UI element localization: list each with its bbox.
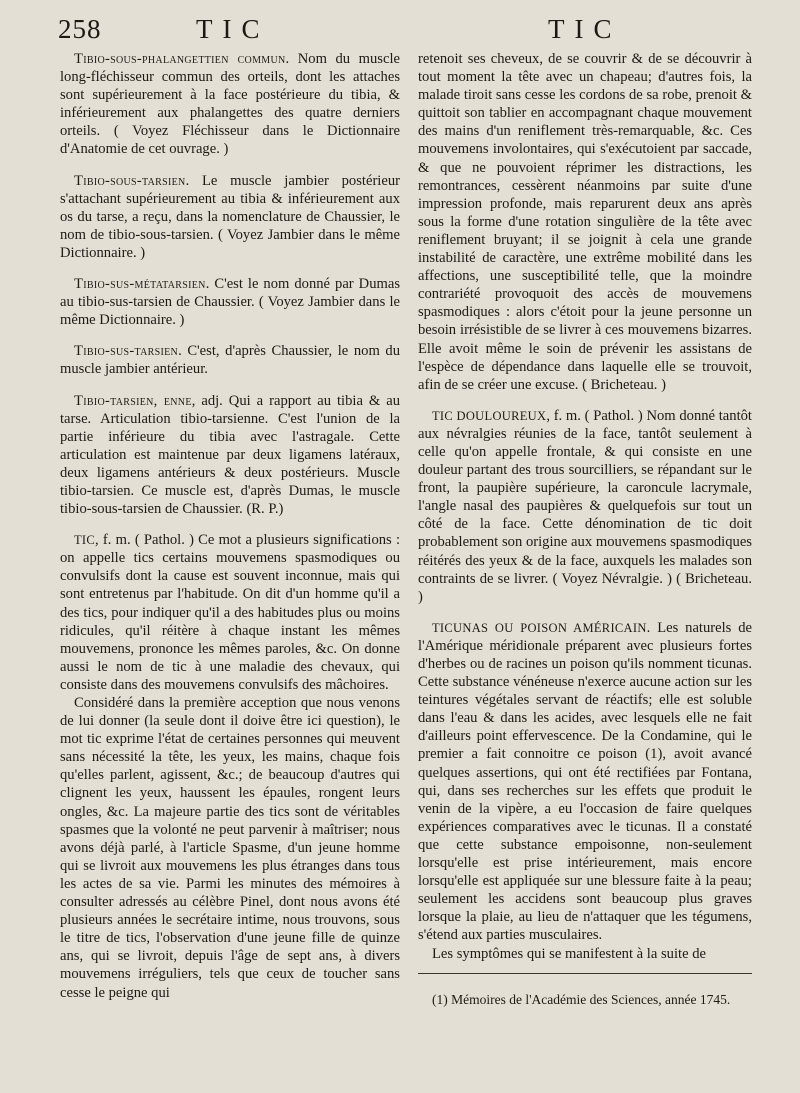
entry-text: , adj. Qui a rapport au tibia & au tarse. Articulation tibio-tarsienne. C'est l'union de la partie inférieure du tibia avec l'astragale. Cette articulation est maintenue par deux ligamens latéraux, deux ligamens antérieurs & deux postérieurs. Muscle tibio-tarsien. Ce muscle est, d'après Dumas, le muscle tibio-sous-tarsien de Chaussier. (R. P.) <box>60 392 400 518</box>
entry-tic <box>60 531 400 694</box>
page-number: 258 <box>58 14 102 44</box>
entry-headword: Tibio-tarsien, enne <box>74 392 192 409</box>
running-head-left: TIC <box>196 14 270 44</box>
entry-tibio-sous-tarsien <box>60 172 400 262</box>
entry-text: . Nom du muscle long-fléchisseur commun des orteils, dont les attaches sont supérieurement à la face postérieure du tibia, & inférieurement aux phalangettes des quatre derniers orteils. ( Voyez Fléchisseur dans le Dictionnaire d'Anatomie de cet ouvrage. ) <box>60 51 400 158</box>
entry-headword: Tibio-sous-tarsien <box>74 172 186 189</box>
entry-tibio-sus-tarsien <box>60 342 400 378</box>
entry-headword: Tibio-sous-phalangettien commun <box>74 51 286 67</box>
entry-tic-continued-right <box>418 50 752 394</box>
entry-text: . Les naturels de l'Amérique méridionale préparent avec plusieurs fortes d'herbes ou de racines un poison qu'ils nomment ticunas. Cette substance vénéneuse n'exerce aucune action sur les teintures végétales servant de réactifs; elle est soluble dans l'eau & dans les acides, avec lesquels elle ne fait d'ailleurs point effervescence. De la Condamine, qui le premier a fait connoitre ce poison (1), avoit avancé quelques assertions, qui ont été rectifiées par Fontana, qui, dans ses recherches sur les effets que produit le venin de la vipère, a eu l'occasion de faire quelques expériences comparatives avec le ticunas. Il a constaté que cette substance empoisonne, non-seulement lorsqu'elle est prise intérieurement, mais encore lorsqu'elle est appliquée sur une blessure faite à la peau; seulement les accidens sont beaucoup plus graves lorsque la plaie, au lieu de n'attaquer que les tégumens, s'étend aux parties musculaires. <box>418 619 752 944</box>
footnote-rule <box>418 973 752 974</box>
entry-headword: TICUNAS OU POISON AMÉRICAIN <box>432 620 647 635</box>
footnote: (1) Mémoires de l'Académie des Sciences, année 1745. <box>432 992 731 1007</box>
entry-text: , f. m. ( Pathol. ) Ce mot a plusieurs significations : on appelle tics certains mouvemens spasmodiques ou convulsifs dont la cause est souvent inconnue, mais qui sont entretenus par l'habitude. On dit d'un homme qu'il a des tics, pour indiquer qu'il a des habitudes plus ou moins ridicules, qu'il réitère à chaque instant les mêmes mouvemens, prononce les mêmes paroles, &c. On donne aussi le nom de tic à une maladie des chevaux, qui consiste dans des mouvemens convulsifs des mâchoires. <box>60 532 400 693</box>
entry-tibio-tarsien <box>60 392 400 519</box>
right-column <box>418 50 752 976</box>
entry-headword: TIC DOULOUREUX <box>432 408 547 423</box>
entry-headword: Tibio-sus-tarsien <box>74 343 179 360</box>
entry-ticunas-continued <box>418 945 752 963</box>
entry-tic-douloureux <box>418 407 752 606</box>
entry-tibio-sous-phalangettien <box>60 50 400 159</box>
entry-text: . C'est, d'après Chaussier, le nom du muscle jambier antérieur. <box>60 343 400 378</box>
entry-text: . C'est le nom donné par Dumas au tibio-sus-tarsien de Chaussier. ( Voyez Jambier dans le même Dictionnaire. ) <box>60 276 400 329</box>
running-head-right: TIC <box>548 14 622 44</box>
entry-text: Considéré dans la première acception que nous venons de lui donner (la seule dont il doive être ici question), le mot tic exprime l'état de certaines personnes qui meuvent sans nécessité la tête, les yeux, les mains, chaque fois qu'elles parlent, agissent, &c.; de beaucoup d'autres qui clignent les yeux, haussent les épaules, rongent leurs ongles, &c. La majeure partie des tics sont de véritables spasmes que la volonté ne peut parvenir à maîtriser; nous avons déjà parlé, à l'article Spasme, d'un jeune homme qui se livroit aux mouvemens les plus étranges dans tous les actes de sa vie. Parmi les minutes des mémoires à consulter adressés au célèbre Pinel, dont nous avons été plusieurs années le secrétaire intime, nous trouvons, sous le titre de tics, l'observation d'une jeune fille de quinze ans, qui se livroit, depuis l'âge de sept ans, à divers mouvemens irréguliers, tels que ceux de toucher sans cesse le peigne qui <box>60 695 400 1001</box>
entry-headword: Tibio-sus-métatarsien <box>74 276 206 293</box>
entry-tibio-sus-metatarsien <box>60 275 400 329</box>
entry-headword: TIC <box>74 533 96 548</box>
entry-text: . Le muscle jambier postérieur s'attachant supérieurement au tibia & inférieurement aux os du tarse, a reçu, dans la nomenclature de Chaussier, le nom de tibio-sous-tarsien. ( Voyez Jambier dans le même Dictionnaire. ) <box>60 172 400 261</box>
entry-ticunas <box>418 619 752 945</box>
left-column <box>60 50 400 1015</box>
entry-text: Les symptômes qui se manifestent à la suite de <box>432 945 706 962</box>
entry-tic-continued <box>60 694 400 1002</box>
entry-text: , f. m. ( Pathol. ) Nom donné tantôt aux névralgies réunies de la face, tantôt seulement à celle qu'on appelle frontale, & qui consiste en une douleur partant des trous sourcilliers, se répandant sur le front, la paupière supérieure, la caroncule lacrymale, l'angle nasal des paupières & quelquefois sur tout un côté de la face. Cette dénomination de tic doit probablement son origine aux mouvemens spasmodiques réitérés des yeux & de la face, auxquels les malades son contraints de se livrer. ( Voyez Névralgie. ) ( Bricheteau. ) <box>418 407 752 605</box>
entry-text: retenoit ses cheveux, de se couvrir & de se découvrir à tout moment la tête avec un chapeau; d'autres fois, la malade tiroit sans cesse les cordons de sa robe, prenoit & quittoit son tablier en accompagnant chaque mouvement des mains d'un reniflement très-remarquable, &c. Ces mouvemens involontaires, qui s'exécutoient par saccade, & que ne pouvoient réprimer les distractions, les remontrances, cessèrent néanmoins par suite d'une impression profonde, mais reparurent deux ans après sous la forme d'une rotation singulière de la tête avec reniflement bruyant; il se joignit à cela une grande instabilité de caractère, une extrême mobilité dans les affections, une susceptibilité telle, que la moindre contrariété provoquoit des accès de mouvemens spasmodiques : alors c'étoit pour la jeune personne un besoin irrésistible de se livrer à ces mouvemens bizarres. Elle avoit même le soin de prévenir les assistans de l'espèce de dépendance dans laquelle elle se trouvoit, afin de se créer une excuse. ( Bricheteau. ) <box>418 51 752 393</box>
